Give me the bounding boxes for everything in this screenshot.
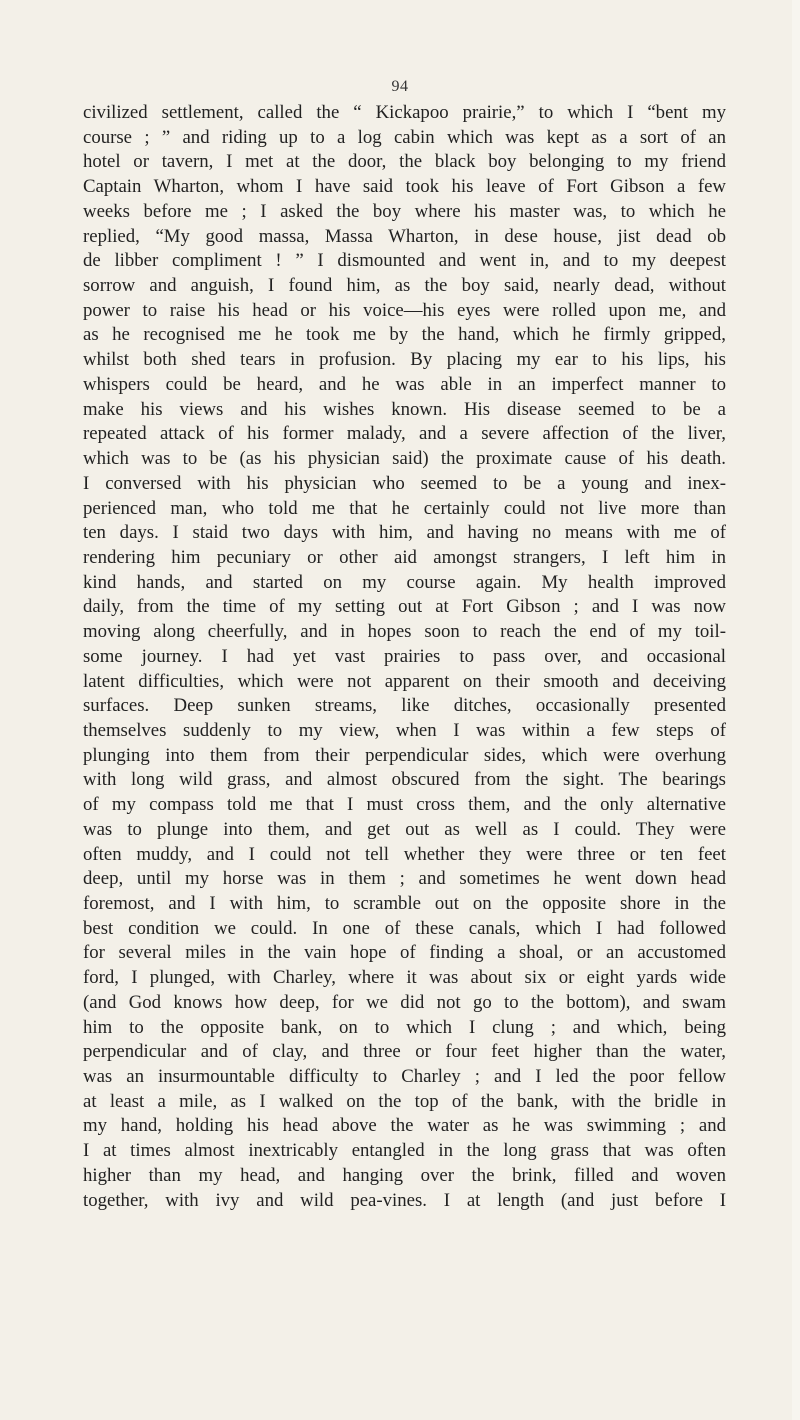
text-line: deep, until my horse was in them ; and sometimes he went down head bbox=[83, 868, 726, 890]
text-line: I conversed with his physician who seemed to be a young and inex- bbox=[83, 472, 726, 494]
text-line: hotel or tavern, I met at the door, the black boy belonging to my friend bbox=[83, 151, 726, 173]
text-line: him to the opposite bank, on to which I clung ; and which, being bbox=[83, 1016, 726, 1038]
text-line: sorrow and anguish, I found him, as the boy said, nearly dead, without bbox=[83, 275, 726, 297]
page-edge bbox=[792, 0, 800, 1420]
text-line: was an insurmountable difficulty to Charley ; and I led the poor fellow bbox=[83, 1066, 726, 1088]
text-line: (and God knows how deep, for we did not go to the bottom), and swam bbox=[83, 991, 726, 1013]
text-line: for several miles in the vain hope of finding a shoal, or an accustomed bbox=[83, 942, 726, 964]
text-line: latent difficulties, which were not apparent on their smooth and deceiving bbox=[83, 670, 726, 692]
text-line: themselves suddenly to my view, when I was within a few steps of bbox=[83, 719, 726, 741]
text-line: of my compass told me that I must cross them, and the only alternative bbox=[83, 794, 726, 816]
text-line: kind hands, and started on my course again. My health improved bbox=[83, 571, 726, 593]
body-text bbox=[83, 101, 726, 1213]
text-line: ford, I plunged, with Charley, where it was about six or eight yards wide bbox=[83, 967, 726, 989]
text-line: which was to be (as his physician said) the proximate cause of his death. bbox=[83, 448, 726, 470]
text-line: best condition we could. In one of these canals, which I had followed bbox=[83, 917, 726, 939]
text-line: together, with ivy and wild pea-vines. I at length (and just before I bbox=[83, 1189, 726, 1211]
text-line: some journey. I had yet vast prairies to pass over, and occasional bbox=[83, 645, 726, 667]
text-line: repeated attack of his former malady, and a severe affection of the liver, bbox=[83, 423, 726, 445]
text-line: power to raise his head or his voice—his eyes were rolled upon me, and bbox=[83, 299, 726, 321]
text-line: perpendicular and of clay, and three or four feet higher than the water, bbox=[83, 1041, 726, 1063]
text-line: I at times almost inextricably entangled in the long grass that was often bbox=[83, 1140, 726, 1162]
text-line: civilized settlement, called the “ Kickapoo prairie,” to which I “bent my bbox=[83, 102, 726, 123]
text-line: moving along cheerfully, and in hopes soon to reach the end of my toil- bbox=[83, 621, 726, 643]
text-line: make his views and his wishes known. His disease seemed to be a bbox=[83, 398, 726, 420]
text-line: surfaces. Deep sunken streams, like ditches, occasionally presented bbox=[83, 695, 726, 717]
text-line: foremost, and I with him, to scramble out on the opposite shore in the bbox=[83, 893, 726, 914]
text-line: as he recognised me he took me by the hand, which he firmly gripped, bbox=[83, 324, 726, 346]
text-line: replied, “My good massa, Massa Wharton, in dese house, jist dead ob bbox=[83, 225, 726, 247]
page-number: 94 bbox=[391, 78, 409, 95]
text-line: often muddy, and I could not tell whether they were three or ten feet bbox=[83, 843, 726, 865]
text-line: whilst both shed tears in profusion. By placing my ear to his lips, his bbox=[83, 349, 726, 371]
text-line: my hand, holding his head above the water as he was swimming ; and bbox=[83, 1115, 726, 1137]
text-line: with long wild grass, and almost obscured from the sight. The bearings bbox=[83, 769, 726, 791]
text-line: whispers could be heard, and he was able in an imperfect manner to bbox=[83, 373, 726, 395]
text-line: rendering him pecuniary or other aid amongst strangers, I left him in bbox=[83, 546, 726, 568]
text-line: daily, from the time of my setting out at Fort Gibson ; and I was now bbox=[83, 596, 726, 618]
text-line: ten days. I staid two days with him, and having no means with me of bbox=[83, 522, 726, 544]
text-line: weeks before me ; I asked the boy where his master was, to which he bbox=[83, 200, 726, 222]
text-line: perienced man, who told me that he certainly could not live more than bbox=[83, 497, 726, 519]
text-line: plunging into them from their perpendicular sides, which were overhung bbox=[83, 744, 726, 766]
text-line: was to plunge into them, and get out as well as I could. They were bbox=[83, 818, 726, 840]
text-line: de libber compliment ! ” I dismounted and went in, and to my deepest bbox=[83, 250, 726, 272]
text-line: higher than my head, and hanging over the brink, filled and woven bbox=[83, 1164, 726, 1186]
text-line: at least a mile, as I walked on the top of the bank, with the bridle in bbox=[83, 1090, 726, 1112]
text-line: Captain Wharton, whom I have said took his leave of Fort Gibson a few bbox=[83, 176, 726, 198]
text-line: course ; ” and riding up to a log cabin which was kept as a sort of an bbox=[83, 126, 726, 148]
